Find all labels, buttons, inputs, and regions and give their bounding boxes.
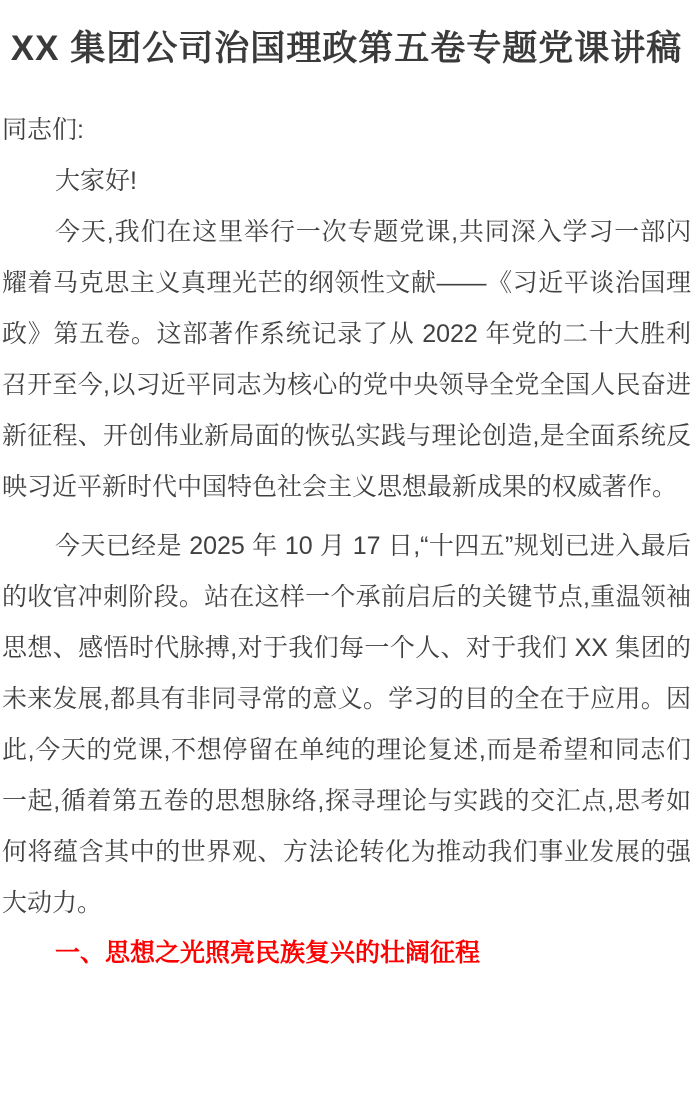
salutation-line: 同志们: <box>2 116 84 144</box>
document-page <box>0 22 693 1119</box>
body-paragraph-2: 今天已经是 2025 年 10 月 17 日,“十四五”规划已进入最后的收官冲刺阶段。站在这样一个承前启后的关键节点,重温领袖思想、感悟时代脉搏,对于我们每一个人、对于我们 XX 集团的未来发展,都具有非同寻常的意义。学习的目的全在于应用。因此,今天的党课,不想停留在单纯的理论复述,而是希望和同志们一起,循着第五卷的思想脉络,探寻理论与实践的交汇点,思考如何将蕴含其中的世界观、方法论转化为推动我们事业发展的强大动力。 <box>2 532 691 917</box>
document-title: XX 集团公司治国理政第五卷专题党课讲稿 <box>10 29 683 68</box>
document-body <box>2 105 691 977</box>
greeting-line: 大家好! <box>55 167 137 195</box>
section-heading-1: 一、思想之光照亮民族复兴的壮阔征程 <box>55 939 481 967</box>
body-paragraph-1: 今天,我们在这里举行一次专题党课,共同深入学习一部闪耀着马克思主义真理光芒的纲领性文献——《习近平谈治国理政》第五卷。这部著作系统记录了从 2022 年党的二十大胜利召开至今,以习近平同志为核心的党中央领导全党全国人民奋进新征程、开创伟业新局面的恢弘实践与理论创造,是全面系统反映习近平新时代中国特色社会主义思想最新成果的权威著作。 <box>2 218 691 501</box>
